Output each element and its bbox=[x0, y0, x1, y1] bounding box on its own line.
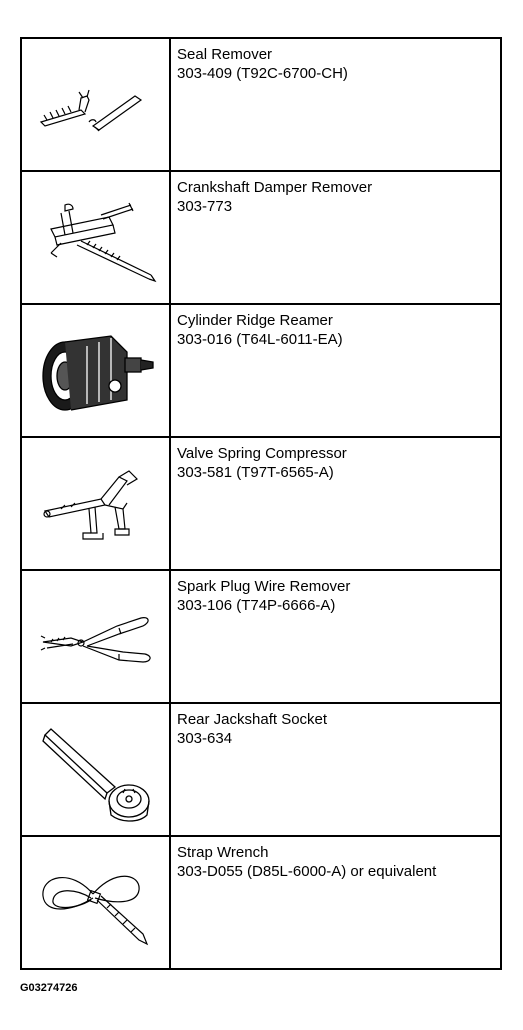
crankshaft-damper-remover-icon bbox=[31, 183, 161, 293]
tool-row bbox=[22, 571, 500, 704]
tool-number: 303-634 bbox=[177, 730, 233, 747]
tool-number: 303-409 (T92C-6700-CH) bbox=[177, 65, 348, 82]
tool-name: Strap Wrench bbox=[177, 844, 269, 861]
tool-number: 303-773 bbox=[177, 198, 233, 215]
seal-remover-icon bbox=[31, 50, 161, 160]
tool-name: Crankshaft Damper Remover bbox=[177, 179, 373, 196]
tool-name: Seal Remover bbox=[177, 46, 273, 63]
tool-row bbox=[22, 438, 500, 571]
strap-wrench-icon bbox=[31, 848, 161, 958]
tool-name: Spark Plug Wire Remover bbox=[177, 578, 351, 595]
figure-id: G03274726 bbox=[20, 982, 78, 994]
tool-row bbox=[22, 837, 500, 968]
rear-jackshaft-socket-icon bbox=[31, 715, 161, 825]
tool-row bbox=[22, 704, 500, 837]
special-tools-table bbox=[20, 37, 502, 970]
tool-number: 303-106 (T74P-6666-A) bbox=[177, 597, 336, 614]
tool-name: Cylinder Ridge Reamer bbox=[177, 312, 333, 329]
tool-number: 303-D055 (D85L-6000-A) or equivalent bbox=[177, 863, 437, 880]
tool-row bbox=[22, 172, 500, 305]
tool-row bbox=[22, 305, 500, 438]
tool-number: 303-581 (T97T-6565-A) bbox=[177, 464, 334, 481]
spark-plug-wire-remover-icon bbox=[31, 582, 161, 692]
valve-spring-compressor-icon bbox=[31, 449, 161, 559]
cylinder-ridge-reamer-icon bbox=[31, 316, 161, 426]
tool-row bbox=[22, 39, 500, 172]
tool-number: 303-016 (T64L-6011-EA) bbox=[177, 331, 343, 348]
tool-name: Valve Spring Compressor bbox=[177, 445, 347, 462]
tool-name: Rear Jackshaft Socket bbox=[177, 711, 328, 728]
